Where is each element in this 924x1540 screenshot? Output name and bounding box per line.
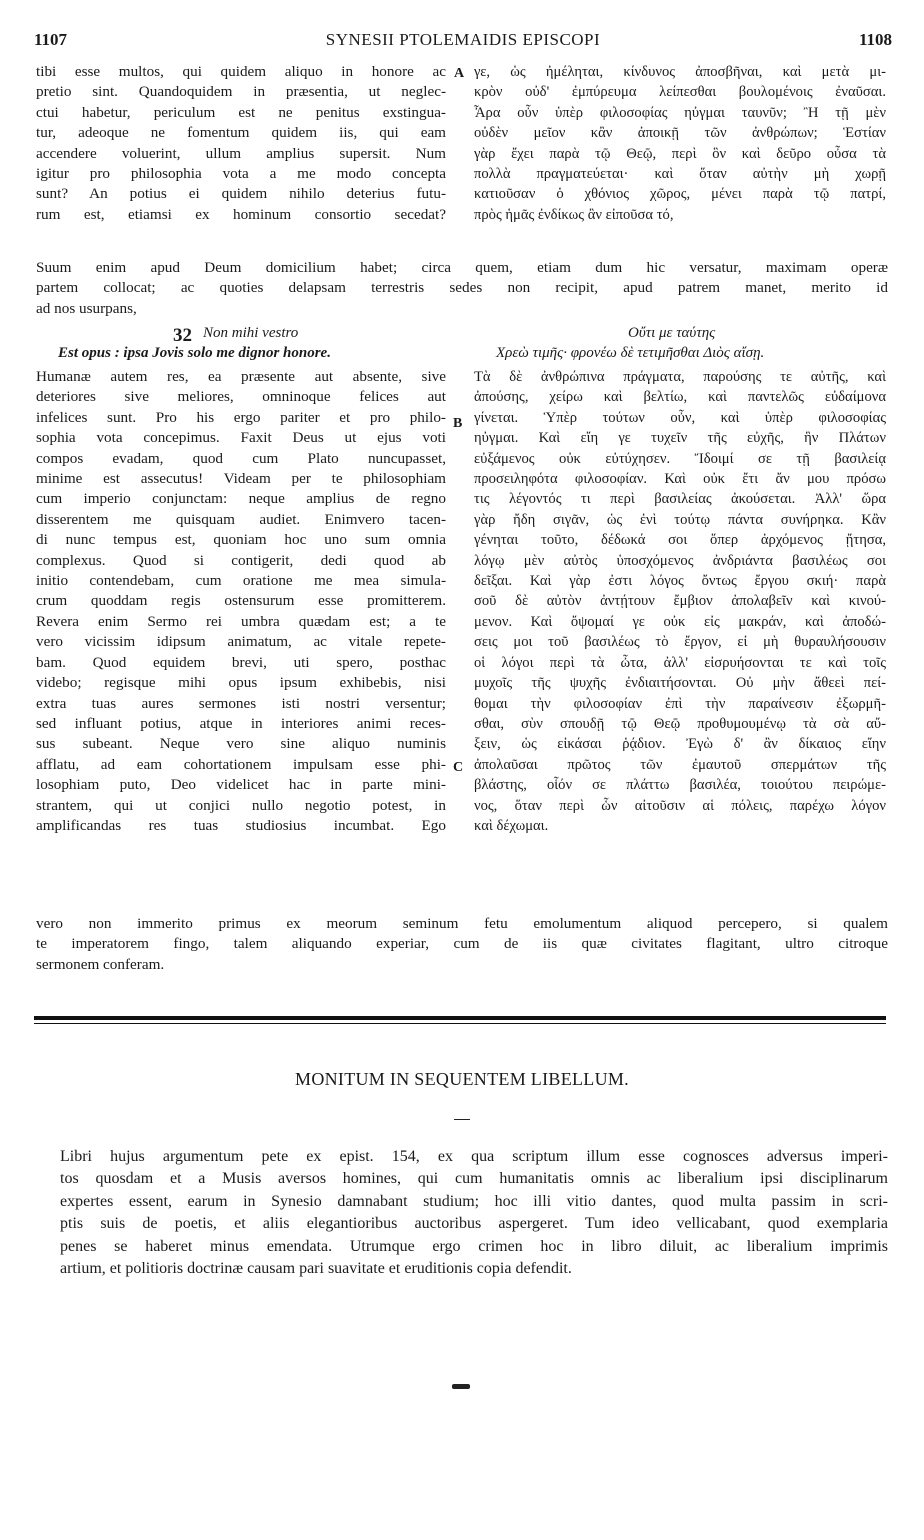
text-line: minime est assecutus! Videam per te philosophiam	[36, 470, 446, 488]
text-line: ξειν, ὡς εἰκάσαι ῥᾴδιον. Ἐγὼ δ' ἂν δίκαιος εἴην	[474, 736, 886, 753]
text-line: afflatu, ad eam cohortationem impulsam esse phi-	[36, 755, 446, 773]
text-line: cum imperio conjunctam: neque amplius de regno	[36, 490, 446, 508]
text-line: ctui habetur, periculum est ne penitus exstingua-	[36, 103, 446, 121]
margin-marker-a: A	[454, 66, 465, 81]
text-line: infelices sunt. Pro his ergo pariter et pro philo-	[36, 408, 446, 426]
text-line: ηὐγμαι. Καὶ εἴη γε τυχεῖν τῆς εὐχῆς, ἣν Πλάτων	[474, 430, 886, 447]
text-line: σοῦ δὲ αὐτὸν ἀντῄτουν ἔμβιον ἀπολαβεῖν καὶ κινού-	[474, 593, 886, 610]
section-rule-thin	[34, 1023, 886, 1024]
text-line: γὰρ ἤδη σιγᾶν, ὡς ἐνὶ τούτῳ πάντα συνήρηκα. Κἂν	[474, 511, 886, 528]
text-line: πρὸς ἡμᾶς ἐνδίκως ἂν εἰποῦσα τό,	[474, 206, 674, 223]
text-line: partem collocat; ac quoties delapsam terrestris sedes non recipit, apud patrem manet, merito id	[36, 279, 888, 297]
text-line: deteriores sive meliores, omninoque felices aut	[36, 388, 446, 406]
text-line: Ἆρα οὖν ὑπὲρ φιλοσοφίας ηὐγμαι ταυνῦν; Ἢ τῇ μὲν	[474, 104, 886, 121]
text-line: sus subeant. Neque vero sine aliquo numinis	[36, 735, 446, 753]
margin-marker-b: B	[453, 416, 463, 431]
text-line: Τὰ δὲ ἀνθρώπινα πράγματα, παρούσης τε αὐτῆς, καὶ	[474, 369, 886, 385]
page-number-left: 1107	[34, 30, 68, 49]
text-line: crum quoddam regis ostensurum esse promitterem.	[36, 592, 446, 610]
text-line: Libri hujus argumentum pete ex epist. 154, ex qua scriptum illum esse cognosces adversus imperi-	[60, 1148, 888, 1165]
text-line: μενον. Καὶ ὄψομαί γε οὐκ εἰς μακράν, καὶ ἀποδώ-	[474, 613, 886, 630]
text-line: losophiam puto, Deo videlicet hac in parte mini-	[36, 776, 446, 794]
text-line: extra tuas aures sermones isti nostri versentur;	[36, 694, 446, 712]
greek-column-top	[474, 62, 886, 225]
text-line: γένηται τοῦτο, δέδωκά σοι ὅπερ ἀρχόμενος ᾔτησα,	[474, 532, 886, 549]
text-line: igitur pro philosophia vota a me modo concepta	[36, 165, 446, 183]
text-line: οἱ λόγοι περὶ τὰ ὦτα, ἀλλ' εἰσρυήσονται τε καὶ τοῖς	[474, 654, 886, 671]
text-line: disserentem me quisquam audiet. Enimvero tacen-	[36, 510, 446, 528]
text-line: tibi esse multos, qui quidem aliquo in honore ac	[36, 63, 446, 80]
text-line: sermonem conferam.	[36, 955, 165, 973]
greek-verse-line-2: Χρεὼ τιμῆς· φρονέω δὲ τετιμῆσθαι Διὸς αἴσῃ.	[496, 345, 765, 361]
monitum-body	[60, 1146, 888, 1280]
text-line: βλάστης, οἷόν σε πλάττω βασιλέα, τοιούτου πειρώμε-	[474, 777, 886, 794]
text-line: δεῖξαι. Καὶ γὰρ ἐστι λόγος ὄντως ἔργου σκιή· παρὰ	[474, 573, 886, 590]
text-line: τις λέγοντός τι περὶ βασιλείας ἀκούσεται. Ἀλλ' ὥρα	[474, 491, 886, 508]
section-number: 32	[173, 325, 192, 346]
text-line: οὐδὲν μεῖον κἂν ἀποικῇ τῶν ἀνθρώπων; Ἑστίαν	[474, 125, 886, 142]
latin-column-main	[36, 367, 446, 836]
text-line: sophia vota concepimus. Faxit Deus ut ejus voti	[36, 429, 446, 447]
running-title: SYNESII PTOLEMAIDIS EPISCOPI	[325, 30, 601, 49]
text-line: προσειληφότα φιλοσοφίαν. Καὶ οὐκ ἔτι ἄν μου πρόσω	[474, 471, 886, 488]
text-line: Revera enim Sermo rei umbra quædam est; a te	[36, 612, 446, 630]
text-line: κατιοῦσαν ὁ χθόνιος χῶρος, μένει παρὰ τῷ πατρί,	[474, 186, 886, 203]
text-line: te imperatorem fingo, talem aliquando experiar, cum de iis quæ civitates flagitant, ultro citroque	[36, 935, 888, 953]
text-line: γε, ὡς ἠμέληται, κίνδυνος ἀποσβῆναι, καὶ μετὰ μι-	[474, 64, 886, 80]
text-line: di nunc tempus est, quoniam hoc uno sum omnia	[36, 531, 446, 549]
latin-full-width-2	[36, 914, 888, 975]
margin-marker-c: C	[453, 760, 464, 775]
text-line: γίνεται. Ὑπὲρ τούτων οὖν, καὶ ὑπὲρ φιλοσοφίας	[474, 409, 886, 426]
text-line: penes se haberet minus emendata. Utrumque ergo crimen hoc in libro diluit, ac liberalium imprimis	[60, 1237, 888, 1255]
end-ornament	[452, 1384, 470, 1389]
text-line: vero vicissim idipsum animatum, ac vitale repete-	[36, 633, 446, 651]
text-line: videbo; regisque mihi opus ipsum exhibebis, nisi	[36, 674, 446, 692]
page-number-right: 1108	[858, 30, 892, 49]
text-line: tos quosdam et a Musis aversos homines, qui cum humanitatis omnis ac liberalium ipsi disciplinarum	[60, 1170, 888, 1188]
text-line: σθαι, σὺν σπουδῇ τῷ Θεῷ προθυμουμένῳ τὰ σὰ αὔ-	[474, 715, 886, 732]
text-line: accendere voluerint, ullum amplius supersit. Num	[36, 144, 446, 162]
title-dash	[454, 1119, 470, 1120]
greek-verse-line-1: Οὔτι με ταύτης	[628, 325, 716, 341]
running-header	[34, 30, 892, 54]
monitum-title: MONITUM IN SEQUENTEM LIBELLUM.	[295, 1069, 629, 1089]
text-line: πολλὰ πραγματεύεται· καὶ ὅταν αὐτὴν μὴ χωρῇ	[474, 166, 886, 183]
text-line: Humanæ autem res, ea præsente aut absente, sive	[36, 368, 446, 385]
text-line: complexus. Quod si contigerit, dedi quod ab	[36, 551, 446, 569]
text-line: μυχοῖς τῆς ψυχῆς ἐνδιαιτήσονται. Οὐ μὴν ἄθεεὶ πεί-	[474, 675, 886, 692]
text-line: vero non immerito primus ex meorum seminum fetu emolumentum aliquod percepero, si qualem	[36, 915, 888, 932]
text-line: ἀπούσης, χείρω καὶ βελτίω, καὶ παντελῶς εὐδαίμονα	[474, 389, 886, 406]
text-line: initio contendebam, cum oratione me mea simula-	[36, 572, 446, 590]
text-line: tur, adeoque ne fomentum quidem iis, qui eam	[36, 124, 446, 142]
text-line: sunt? An potius ei quidem nihilo deterius futu-	[36, 185, 446, 203]
text-line: εὐξάμενος οὐκ εὐτύχησεν. Ἴδοιμί σε τῇ βασιλείᾳ	[474, 450, 886, 467]
text-line: strantem, qui ut conjici nullo negotio potest, in	[36, 796, 446, 814]
text-line: κρὸν οὐδ' ἐμπύρευμα λείπεσθαι βουλομένοις ἐναῦσαι.	[474, 84, 886, 101]
text-line: σεις μοι τοῦ βασιλέως τὸ ἔργον, εἰ μὴ θυραυλήσουσιν	[474, 634, 886, 651]
latin-verse-line-2: Est opus : ipsa Jovis solo me dignor honore.	[58, 345, 331, 361]
text-line: λόγῳ μὲν αὐτὸς ὑποσχόμενος ἀνδριάντα βασιλέως σοι	[474, 552, 886, 569]
text-line: sed influant potius, atque in interiores animi reces-	[36, 714, 446, 732]
latin-verse-line-1: Non mihi vestro	[203, 325, 299, 341]
greek-column-main	[474, 367, 886, 836]
text-line: θομαι τὴν φιλοσοφίαν ἐπὶ τὴν παραίνεσιν ἐξωρμῆ-	[474, 695, 886, 712]
text-line: expertes essent, earum in Synesio damnabant studium; hoc illi vitio dantes, quod multa passim in scri-	[60, 1192, 888, 1210]
text-line: amplificandas res tuas studiosius incumbat. Ego	[36, 816, 446, 834]
text-line: νος, ὅταν περὶ ὧν αἰτοῦσιν αἱ πόλεις, παρέχω λόγον	[474, 797, 886, 814]
latin-column-top	[36, 62, 446, 225]
text-line: Suum enim apud Deum domicilium habet; circa quem, etiam dum hic versatur, maximam operæ	[36, 259, 888, 276]
text-line: pretio sint. Quandoquidem in præsentia, ut neglec-	[36, 83, 446, 101]
text-line: compos evadam, quod cum Plato nuncupasset,	[36, 449, 446, 467]
text-line: ad nos usurpans,	[36, 299, 137, 317]
text-line: ἀπολαῦσαι πρῶτος τῶν ἐμαυτοῦ σπερμάτων τῆς	[474, 756, 886, 773]
text-line: ptis suis de poetis, et aliis elegantioribus auctoribus aspergeret. Tum ideo vellicabant, quod exemplaria	[60, 1215, 888, 1233]
section-rule-thick	[34, 1016, 886, 1020]
text-line: καὶ δέχωμαι.	[474, 817, 549, 834]
text-line: bam. Quod equidem brevi, uti spero, posthac	[36, 653, 446, 671]
text-line: rum est, etiamsi ex hominum consortio secedat?	[36, 205, 446, 223]
text-line: artium, et politioris doctrinæ causam pari suavitate et eruditionis copia defendit.	[60, 1260, 572, 1278]
latin-full-width-1	[36, 258, 888, 319]
text-line: γὰρ ἔχει παρὰ τῷ Θεῷ, περὶ ὃν καὶ δεῦρο οὖσα τὰ	[474, 145, 886, 162]
